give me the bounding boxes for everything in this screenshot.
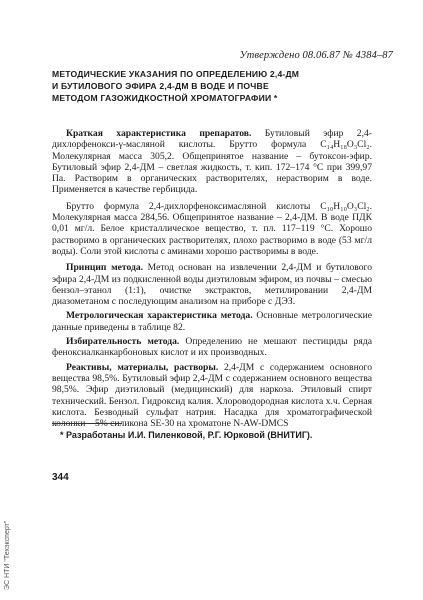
paragraph-text: Метод основан на извлечении 2,4-ДМ и бутилового эфира 2,4-ДМ из подкисленной воды диэтиловым эфиром, из почвы – смесью бензол–этанол (1:1), очистке экстрактов, метилировании 2,4-ДМ диазометаном с последующим анализом на приборе с ДЭЗ.: [52, 262, 372, 308]
paragraph-text: Бутиловый эфир 2,4-дихлорфенокси-γ-масляной кислоты. Брутто формула C₁₄H₁₈O₃Cl₂. Молекулярная масса 305,2. Общепринятое название – бутоксон-эфир. Бутиловый эфир 2,4-ДМ – светлая жидкость, т. кип. 172–174 °С при 399,97 Па. Растворим в органических растворителях, нерастворим в воде. Применяется в качестве гербицида.: [52, 128, 372, 196]
side-stamp: ЭС НТИ "Техэксперт": [4, 520, 11, 590]
paragraph-lead: Краткая характеристика препаратов.: [66, 128, 252, 139]
title-line-1: МЕТОДИЧЕСКИЕ УКАЗАНИЯ ПО ОПРЕДЕЛЕНИЮ 2,4-ДМ: [52, 69, 300, 79]
paragraph-text: Основные метрологические данные приведены в таблице 82.: [52, 310, 372, 333]
paragraph-selectivity: [52, 336, 372, 359]
paragraph-metrology: [52, 310, 372, 333]
paragraph-lead: Метрологическая характеристика метода.: [66, 310, 253, 322]
page-number: 344: [52, 472, 69, 483]
paragraph-formula: [52, 201, 372, 257]
paragraph-reagents: [52, 362, 372, 430]
paragraph-lead: Избирательность метода.: [66, 336, 180, 348]
paragraph-text: 2,4-ДМ с содержанием основного вещества 98,5%. Бутиловый эфир 2,4-ДМ с содержанием основного вещества 98,5%. Эфир диэтиловый (медицинский) для наркоза. Этиловый спирт технический. Бензол. Гидроксид калия. Хлороводородная кислота х.ч. Серная кислота. Безводный сульфат натрия. Насадка для хроматографической колонки – 5% силикона SE-30 на хроматоне N-AW-DMCS: [52, 361, 372, 430]
document-title: [52, 68, 392, 104]
approval-line: Утверждено 08.06.87 № 4384–87: [239, 50, 393, 61]
paragraph-lead: Принцип метода.: [66, 262, 144, 274]
title-line-3: МЕТОДОМ ГАЗОЖИДКОСТНОЙ ХРОМАТОГРАФИИ *: [52, 93, 278, 103]
footnote-divider: [52, 423, 122, 424]
document-body: [52, 128, 372, 432]
title-line-2: И БУТИЛОВОГО ЭФИРА 2,4-ДМ В ВОДЕ И ПОЧВЕ: [52, 81, 269, 91]
paragraph-lead: Реактивы, материалы, растворы.: [66, 361, 219, 373]
paragraph-characteristics: [52, 128, 372, 196]
footnote: * Разработаны И.И. Пиленковой, Р.Г. Юрковой (ВНИТИГ).: [60, 430, 313, 440]
paragraph-text: Брутто формула 2,4-дихлорфеноксимасляной кислоты C₁₀H₁₀O₃Cl₂. Молекулярная масса 284,56. Общепринятое название – 2,4-ДМ. В воде ПДК 0,01 мг/л. Белое кристаллическое вещество, т. пл. 117–119 °С. Хорошо растворимо в органических растворителях, плохо растворимо в воде (53 мг/л воды). Соли этой кислоты с аминами хорошо растворимы в воде.: [52, 200, 372, 257]
paragraph-text: Определению не мешают пестициды ряда феноксиалканкарбоновых кислот и их производных.: [52, 336, 372, 359]
paragraph-principle: [52, 262, 372, 307]
